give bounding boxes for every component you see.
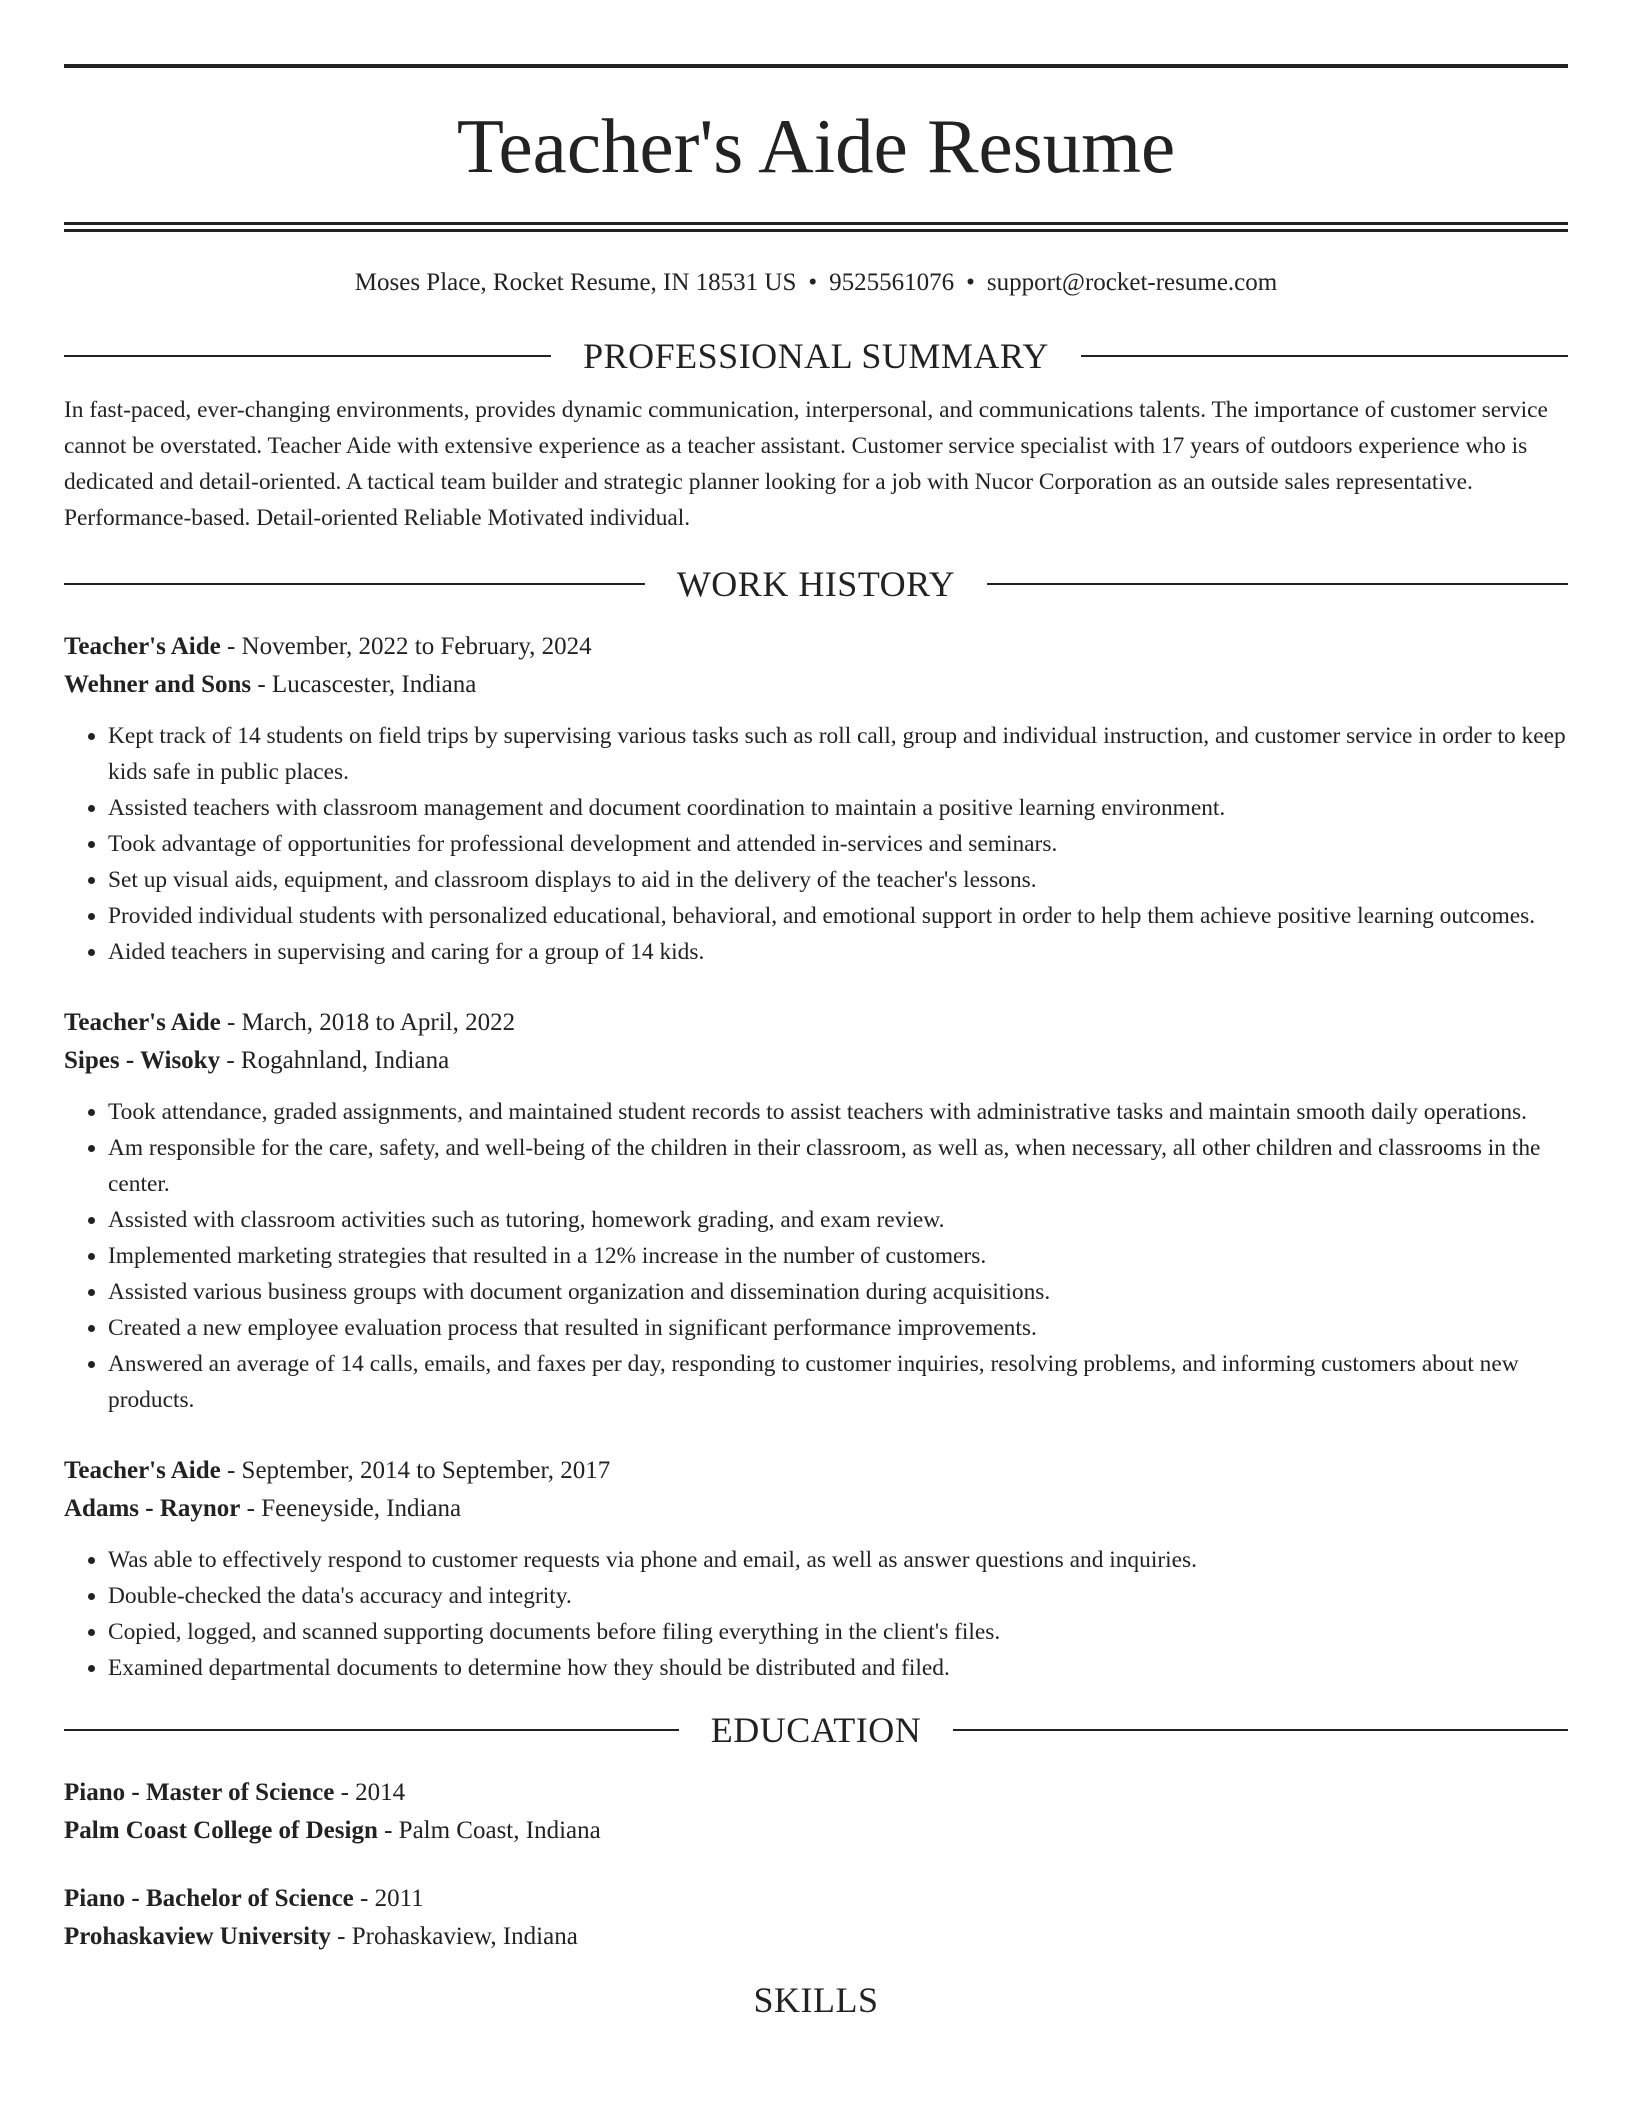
job-title-line xyxy=(64,1004,1568,1042)
job-entry xyxy=(64,1004,1568,1418)
job-bullet: • Assisted teachers with classroom management and document coordination to maintain a positive learning environment. xyxy=(108,790,1568,826)
contact-separator: • xyxy=(966,269,975,296)
section-title: EDUCATION xyxy=(710,1710,922,1750)
education-school-line xyxy=(64,1918,1568,1956)
job-bullet: • Provided individual students with personalized educational, behavioral, and emotional support in order to help them achieve positive learning outcomes. xyxy=(108,898,1568,934)
job-bullet: • Implemented marketing strategies that resulted in a 12% increase in the number of customers. xyxy=(108,1238,1568,1274)
heading-rule-right xyxy=(987,583,1568,585)
education-degree: Piano - Master of Science xyxy=(64,1779,335,1806)
job-dates: - November, 2022 to February, 2024 xyxy=(220,633,592,660)
job-location: - Lucascester, Indiana xyxy=(251,671,477,698)
job-company-line xyxy=(64,666,1568,704)
section-heading-summary xyxy=(64,334,1568,378)
job-company-line xyxy=(64,1042,1568,1080)
job-bullet: • Am responsible for the care, safety, and well-being of the children in their classroom, as well as, when necessary, all other children and classrooms in the center. xyxy=(108,1130,1568,1202)
job-bullet: • Took attendance, graded assignments, and maintained student records to assist teachers with administrative tasks and maintain smooth daily operations. xyxy=(108,1094,1568,1130)
education-degree: Piano - Bachelor of Science xyxy=(64,1885,354,1912)
job-bullet: • Took advantage of opportunities for professional development and attended in-services and seminars. xyxy=(108,826,1568,862)
job-entry xyxy=(64,1452,1568,1686)
education-location: - Palm Coast, Indiana xyxy=(377,1817,601,1844)
section-title: PROFESSIONAL SUMMARY xyxy=(583,336,1049,376)
job-company-line xyxy=(64,1490,1568,1528)
heading-rule-left xyxy=(64,583,645,585)
job-company: Wehner and Sons xyxy=(64,671,252,698)
education-location: - Prohaskaview, Indiana xyxy=(330,1923,578,1950)
contact-phone: 9525561076 xyxy=(829,269,955,296)
heading-rule-right xyxy=(953,1729,1568,1731)
job-company: Sipes - Wisoky xyxy=(64,1047,221,1074)
job-location: - Feeneyside, Indiana xyxy=(240,1495,462,1522)
job-bullet: • Assisted with classroom activities such as tutoring, homework grading, and exam review. xyxy=(108,1202,1568,1238)
job-bullet: • Examined departmental documents to determine how they should be distributed and filed. xyxy=(108,1650,1568,1686)
job-title: Teacher's Aide xyxy=(64,1009,221,1036)
job-bullet: • Set up visual aids, equipment, and classroom displays to aid in the delivery of the teacher's lessons. xyxy=(108,862,1568,898)
job-bullet-list xyxy=(64,1542,1568,1686)
job-title: Teacher's Aide xyxy=(64,633,221,660)
education-entry xyxy=(64,1774,1568,1850)
section-heading-work-history xyxy=(64,562,1568,606)
heading-rule-right xyxy=(1081,355,1568,357)
job-location: - Rogahnland, Indiana xyxy=(220,1047,450,1074)
education-school: Palm Coast College of Design xyxy=(64,1817,378,1844)
education-school: Prohaskaview University xyxy=(64,1923,331,1950)
job-bullet: • Kept track of 14 students on field trips by supervising various tasks such as roll call, group and individual instruction, and customer service in order to keep kids safe in public places. xyxy=(108,718,1568,790)
job-bullet: • Assisted various business groups with document organization and dissemination during acquisitions. xyxy=(108,1274,1568,1310)
job-bullet: • Double-checked the data's accuracy and integrity. xyxy=(108,1578,1568,1614)
title-double-rule xyxy=(64,222,1568,232)
education-entry xyxy=(64,1880,1568,1956)
page-title: Teacher's Aide Resume xyxy=(456,103,1176,189)
job-company: Adams - Raynor xyxy=(64,1495,241,1522)
job-entry xyxy=(64,628,1568,970)
heading-rule-left xyxy=(64,355,551,357)
top-rule xyxy=(64,64,1568,68)
job-bullet: • Copied, logged, and scanned supporting documents before filing everything in the client's files. xyxy=(108,1614,1568,1650)
contact-separator: • xyxy=(808,269,818,296)
job-title-line xyxy=(64,628,1568,666)
summary-text: In fast-paced, ever-changing environments, provides dynamic communication, interpersonal, and communications talents. The importance of customer service cannot be overstated. Teacher Aide with extensive experience as a teacher assistant. Customer service specialist with 17 years of outdoors experience who is dedicated and detail-oriented. A tactical team builder and strategic planner looking for a job with Nucor Corporation as an outside sales representative. Performance-based. Detail-oriented Reliable Motivated individual. xyxy=(64,397,1548,531)
section-heading-education xyxy=(64,1708,1568,1752)
contact-line xyxy=(64,266,1568,300)
contact-email: support@rocket-resume.com xyxy=(986,269,1278,296)
job-bullet: • Answered an average of 14 calls, emails, and faxes per day, responding to customer inquiries, resolving problems, and informing customers about new products. xyxy=(108,1346,1568,1418)
job-bullet: • Aided teachers in supervising and caring for a group of 14 kids. xyxy=(108,934,1568,970)
education-degree-line xyxy=(64,1774,1568,1812)
job-dates: - September, 2014 to September, 2017 xyxy=(220,1457,611,1484)
job-title-line xyxy=(64,1452,1568,1490)
section-title: SKILLS xyxy=(753,1980,879,2020)
education-year: - 2011 xyxy=(353,1885,424,1912)
section-title: WORK HISTORY xyxy=(676,564,956,604)
heading-rule-left xyxy=(64,1729,679,1731)
education-school-line xyxy=(64,1812,1568,1850)
job-bullet: • Was able to effectively respond to customer requests via phone and email, as well as answer questions and inquiries. xyxy=(108,1542,1568,1578)
job-bullet: • Created a new employee evaluation process that resulted in significant performance improvements. xyxy=(108,1310,1568,1346)
education-degree-line xyxy=(64,1880,1568,1918)
job-title: Teacher's Aide xyxy=(64,1457,221,1484)
section-heading-skills xyxy=(64,1978,1568,2022)
job-bullet-list xyxy=(64,1094,1568,1418)
job-dates: - March, 2018 to April, 2022 xyxy=(220,1009,516,1036)
education-year: - 2014 xyxy=(334,1779,406,1806)
contact-address: Moses Place, Rocket Resume, IN 18531 US xyxy=(354,269,797,296)
job-bullet-list xyxy=(64,718,1568,970)
